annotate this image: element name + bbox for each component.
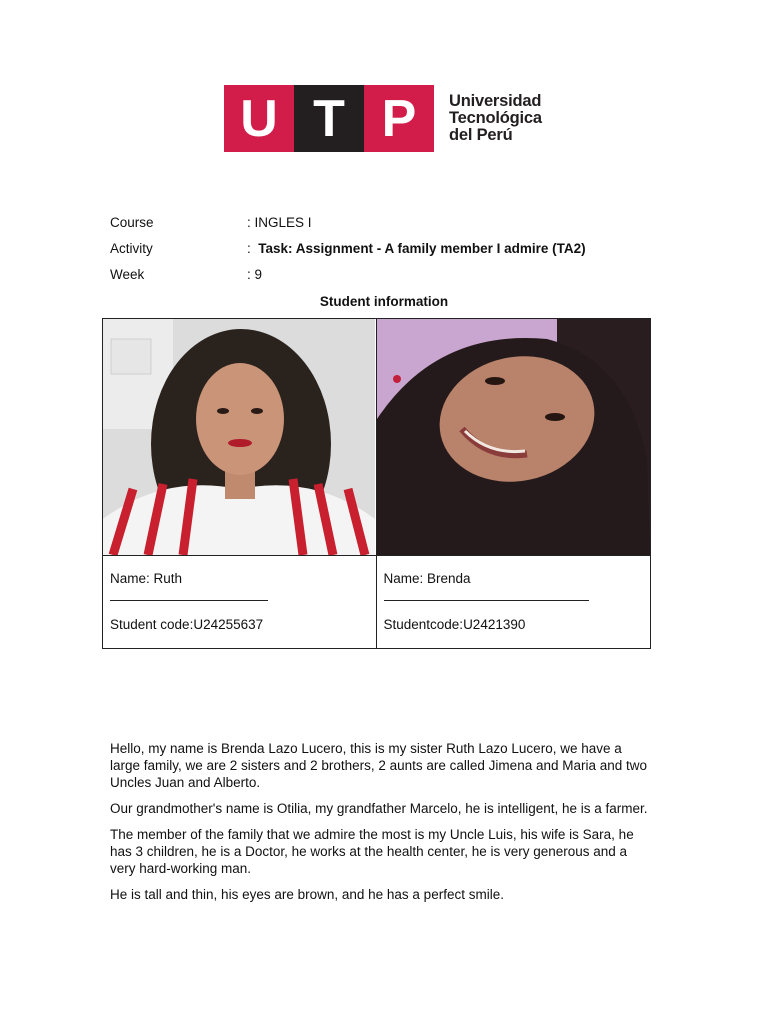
student-code-ruth: Student code:U24255637: [110, 617, 264, 632]
logo-university-name: [449, 93, 542, 144]
logo-letter-u: U: [224, 85, 294, 152]
student-name-brenda: Name: Brenda: [383, 571, 471, 586]
photo-cell-ruth: [103, 319, 377, 556]
paragraph-grandparents: Our grandmother's name is Otilia, my grandfather Marcelo, he is intelligent, he is a farmer.: [110, 801, 648, 816]
body-text: [110, 740, 655, 912]
logo-name-line-2: Tecnológica: [449, 109, 542, 127]
girl-portrait-photo: [377, 319, 651, 555]
paragraph-description: He is tall and thin, his eyes are brown, and he has a perfect smile.: [110, 887, 504, 902]
activity-label: Activity: [110, 241, 153, 256]
student-info-ruth: [103, 556, 377, 649]
logo-name-line-3: del Perú: [449, 126, 513, 144]
logo-letter-t: T: [294, 85, 364, 152]
course-value: : INGLES I: [247, 215, 312, 230]
student-name-ruth: Name: Ruth: [110, 571, 183, 586]
activity-value-wrap: [247, 241, 586, 256]
section-title: Student information: [319, 294, 449, 309]
paragraph-uncle: The member of the family that we admire the most is my Uncle Luis, his wife is Sara, he has 3 children, he is a Doctor, he works at the health center, he is very generous and a very hard-working man.: [110, 827, 634, 876]
photo-cell-brenda: [376, 319, 651, 556]
signature-line: [384, 600, 589, 601]
paragraph-family: Hello, my name is Brenda Lazo Lucero, this is my sister Ruth Lazo Lucero, we have a large family, we are 2 sisters and 2 brothers, 2 aunts are called Jimena and Maria and two Uncles Juan and Alberto.: [110, 741, 648, 790]
week-label: Week: [110, 267, 145, 282]
student-code-brenda: Studentcode:U2421390: [383, 617, 526, 632]
student-table: [102, 318, 651, 649]
woman-portrait-photo: [103, 319, 376, 555]
week-value: : 9: [247, 267, 263, 282]
course-label: Course: [110, 215, 154, 230]
activity-colon: :: [247, 241, 251, 256]
utp-logo: [224, 85, 542, 152]
logo-letter-p: P: [364, 85, 434, 152]
activity-value: Task: Assignment - A family member I admire (TA2): [258, 241, 586, 256]
student-info-brenda: [376, 556, 651, 649]
signature-line: [110, 600, 268, 601]
logo-name-line-1: Universidad: [449, 92, 542, 110]
